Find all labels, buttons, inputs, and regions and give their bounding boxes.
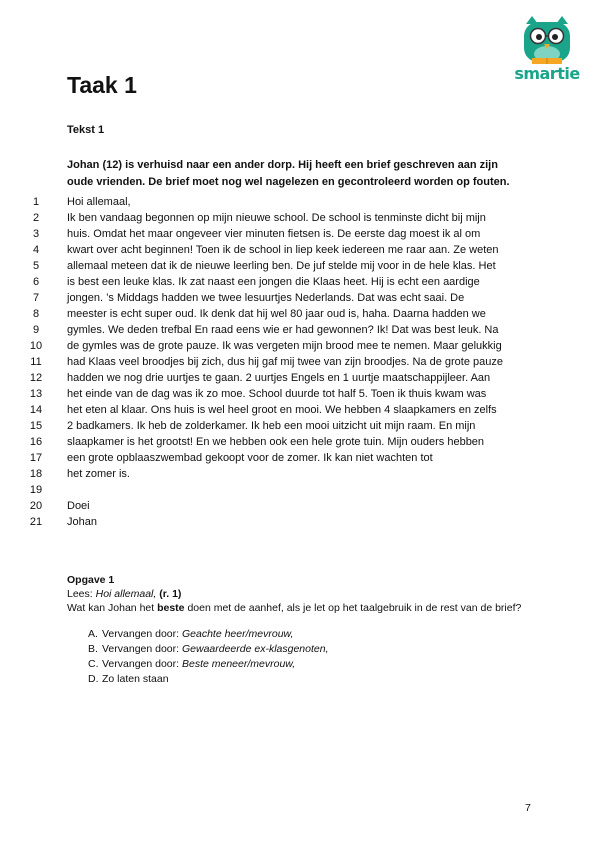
line-text: meester is echt super oud. Ik denk dat hij wel 80 jaar oud is, haha. Daarna hadden we (67, 308, 486, 320)
line-number: 2 (32, 212, 40, 224)
line-number: 10 (29, 340, 43, 352)
option-label: Vervangen door: (102, 628, 182, 640)
option-letter: A. (88, 628, 98, 640)
question-text-end: doen met de aanhef, als je let op het taalgebruik in de rest van de brief? (184, 602, 522, 614)
line-number: 16 (29, 436, 43, 448)
line-number: 15 (29, 420, 43, 432)
option-letter: C. (88, 658, 99, 670)
line-number: 21 (29, 516, 43, 528)
line-number: 8 (32, 308, 40, 320)
line-number: 9 (32, 324, 40, 336)
read-prefix: Lees: (67, 588, 96, 600)
option-letter: B. (88, 643, 98, 655)
line-text: kwart over acht beginnen! Toen ik de school in liep keek iedereen me raar aan. Ze weten (67, 244, 499, 256)
line-text: Ik ben vandaag begonnen op mijn nieuwe school. De school is tenminste dicht bij mijn (67, 212, 486, 224)
text-subtitle: Tekst 1 (67, 124, 105, 136)
option-text (102, 643, 329, 655)
logo-wordmark: smartie (514, 64, 580, 83)
line-number: 6 (32, 276, 40, 288)
line-number: 4 (32, 244, 40, 256)
line-number: 3 (32, 228, 40, 240)
line-number: 5 (32, 260, 40, 272)
option-label: Zo laten staan (102, 673, 169, 685)
page-number: 7 (525, 802, 531, 814)
line-text: gymles. We deden trefbal En raad eens wie er had gewonnen? Ik! Dat was best leuk. Na (67, 324, 499, 336)
line-number: 13 (29, 388, 43, 400)
line-text: had Klaas veel broodjes bij zich, dus hij gaf mij twee van zijn broodjes. Na de grote pauze (67, 356, 503, 368)
option-value: Geachte heer/mevrouw, (181, 628, 294, 640)
line-text: huis. Omdat het maar ongeveer vier minuten fietsen is. De eerste dag moest ik al om (67, 228, 481, 240)
line-text: Doei (67, 500, 90, 512)
line-number: 7 (32, 292, 40, 304)
question-text (67, 602, 521, 614)
question-text-emphasis: beste (157, 602, 185, 614)
line-text: het zomer is. (67, 468, 130, 480)
read-quote: Hoi allemaal, (95, 588, 157, 600)
option-label: Vervangen door: (102, 658, 182, 670)
line-number: 1 (32, 196, 40, 208)
line-number: 20 (29, 500, 43, 512)
option-value: Beste meneer/mevrouw, (181, 658, 296, 670)
line-text: een grote opblaaszwembad gekoopt voor de zomer. Ik kan niet wachten tot (67, 452, 433, 464)
option-text (102, 628, 293, 640)
line-text: 2 badkamers. Ik heb de zolderkamer. Ik heb een mooi uitzicht uit mijn raam. En mijn (67, 420, 476, 432)
question-reference (67, 588, 181, 600)
smartie-logo (512, 14, 582, 84)
line-number: 14 (29, 404, 43, 416)
line-text: de gymles was de grote pauze. Ik was vergeten mijn brood mee te nemen. Maar gelukkig (67, 340, 502, 352)
line-number: 11 (30, 356, 42, 368)
line-number: 12 (29, 372, 43, 384)
read-line-ref: (r. 1) (156, 588, 182, 600)
line-text: het einde van de dag was ik zo moe. School duurde tot half 5. Toen ik thuis kwam was (67, 388, 487, 400)
line-number: 18 (29, 468, 43, 480)
line-text: allemaal meteen dat ik de nieuwe leerling ben. De juf stelde mij voor in de hele klas. Het (67, 260, 496, 272)
line-text: is best een leuke klas. Ik zat naast een jongen die Klaas heet. Hij is echt een aardige (67, 276, 480, 288)
line-number: 17 (29, 452, 43, 464)
line-text: jongen. ’s Middags hadden we twee lesuurtjes Nederlands. Dat was echt saai. De (67, 292, 465, 304)
question-text-start: Wat kan Johan het (67, 602, 158, 614)
option-text (102, 673, 169, 685)
option-value: Gewaardeerde ex-klasgenoten, (181, 643, 329, 655)
question-title: Opgave 1 (67, 574, 115, 586)
option-label: Vervangen door: (102, 643, 182, 655)
intro-paragraph: Johan (12) is verhuisd naar een ander dorp. Hij heeft een brief geschreven aan zijn oude vrienden. De brief moet nog wel nagelezen en gecontroleerd worden op fouten. (67, 159, 510, 188)
line-text: het eten al klaar. Ons huis is wel heel groot en mooi. We hebben 4 slaapkamers en zelfs (67, 404, 497, 416)
line-text: slaapkamer is het grootst! En we hebben ook een hele grote tuin. Mijn ouders hebben (67, 436, 485, 448)
line-text: Johan (67, 516, 97, 528)
line-number: 19 (29, 484, 43, 496)
line-text: Hoi allemaal, (67, 196, 131, 208)
option-text (102, 658, 295, 670)
page-title: Taak 1 (67, 72, 137, 98)
option-letter: D. (88, 673, 99, 685)
line-text: hadden we nog drie uurtjes te gaan. 2 uurtjes Engels en 1 uurtje maatschappijleer. Aan (67, 372, 491, 384)
owl-icon (512, 14, 582, 66)
